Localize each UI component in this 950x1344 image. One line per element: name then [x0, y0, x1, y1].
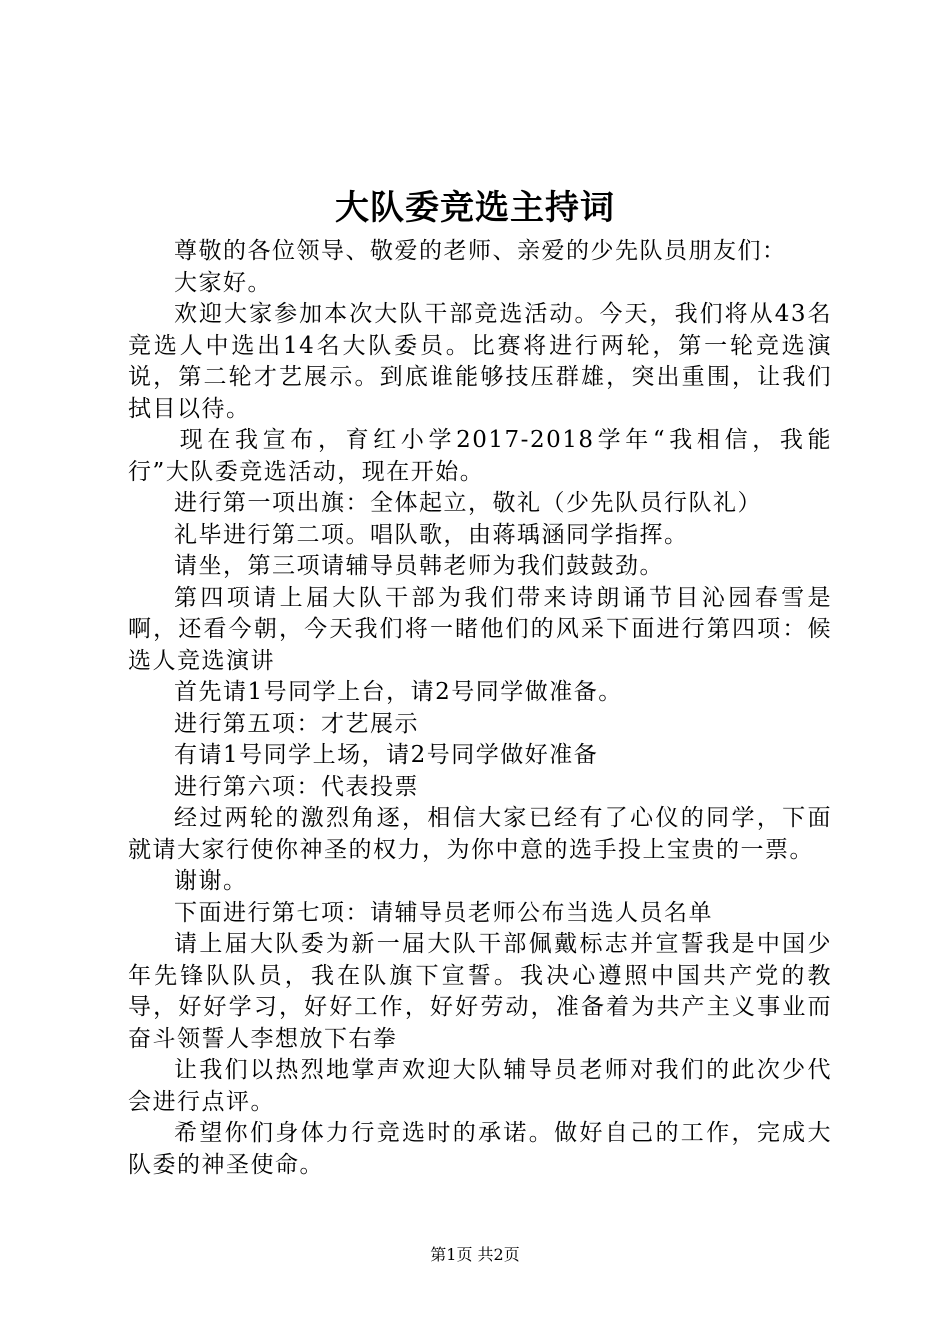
- paragraph-item-1: 进行第一项出旗：全体起立，敬礼（少先队员行队礼）: [174, 490, 762, 516]
- paragraph-item-6: 进行第六项：代表投票: [174, 773, 419, 800]
- paragraph-first-performer: 有请1号同学上场，请2号同学做好准备: [174, 742, 599, 768]
- paragraph-first-speaker: 首先请1号同学上台，请2号同学做准备。: [174, 679, 623, 705]
- document-title: 大队委竞选主持词: [335, 188, 615, 228]
- paragraph-item-7: 下面进行第七项：请辅导员老师公布当选人员名单: [174, 899, 713, 926]
- paragraph-item-4: 第四项请上届大队干部为我们带来诗朗诵节目沁园春雪是啊，还看今朝，今天我们将一睹他们的风采下面进行第四项：候选人竞选演讲: [128, 584, 832, 674]
- paragraph-item-5: 进行第五项：才艺展示: [174, 710, 419, 737]
- document-body: [128, 236, 832, 1181]
- paragraph-review: 让我们以热烈地掌声欢迎大队辅导员老师对我们的此次少代会进行点评。: [128, 1057, 832, 1115]
- paragraph-item-3: 请坐，第三项请辅导员韩老师为我们鼓鼓劲。: [174, 553, 664, 579]
- page-footer: 第1页 共2页: [430, 1245, 520, 1264]
- paragraph-announcement: 现在我宣布，育红小学2017-2018学年“我相信，我能行”大队委竞选活动，现在开始。: [128, 427, 832, 485]
- paragraph-salutation: 尊敬的各位领导、敬爱的老师、亲爱的少先队员朋友们：: [174, 238, 787, 264]
- paragraph-welcome: 欢迎大家参加本次大队干部竞选活动。今天，我们将从43名竞选人中选出14名大队委员。比赛将进行两轮，第一轮竞选演说，第二轮才艺展示。到底谁能够技压群雄，突出重围，让我们拭目以待。: [128, 301, 832, 422]
- paragraph-greeting: 大家好。: [174, 269, 272, 296]
- paragraph-oath: 请上届大队委为新一届大队干部佩戴标志并宣誓我是中国少年先锋队队员，我在队旗下宣誓。我决心遵照中国共产党的教导，好好学习，好好工作，好好劳动，准备着为共产主义事业而奋斗领誓人李想放下右拳: [128, 931, 832, 1052]
- paragraph-closing: 希望你们身体力行竞选时的承诺。做好自己的工作，完成大队委的神圣使命。: [128, 1120, 832, 1178]
- paragraph-voting: 经过两轮的激烈角逐，相信大家已经有了心仪的同学，下面就请大家行使你神圣的权力，为你中意的选手投上宝贵的一票。: [128, 805, 832, 863]
- paragraph-item-2: 礼毕进行第二项。唱队歌，由蒋瑀涵同学指挥。: [174, 521, 689, 548]
- paragraph-thanks: 谢谢。: [174, 868, 248, 894]
